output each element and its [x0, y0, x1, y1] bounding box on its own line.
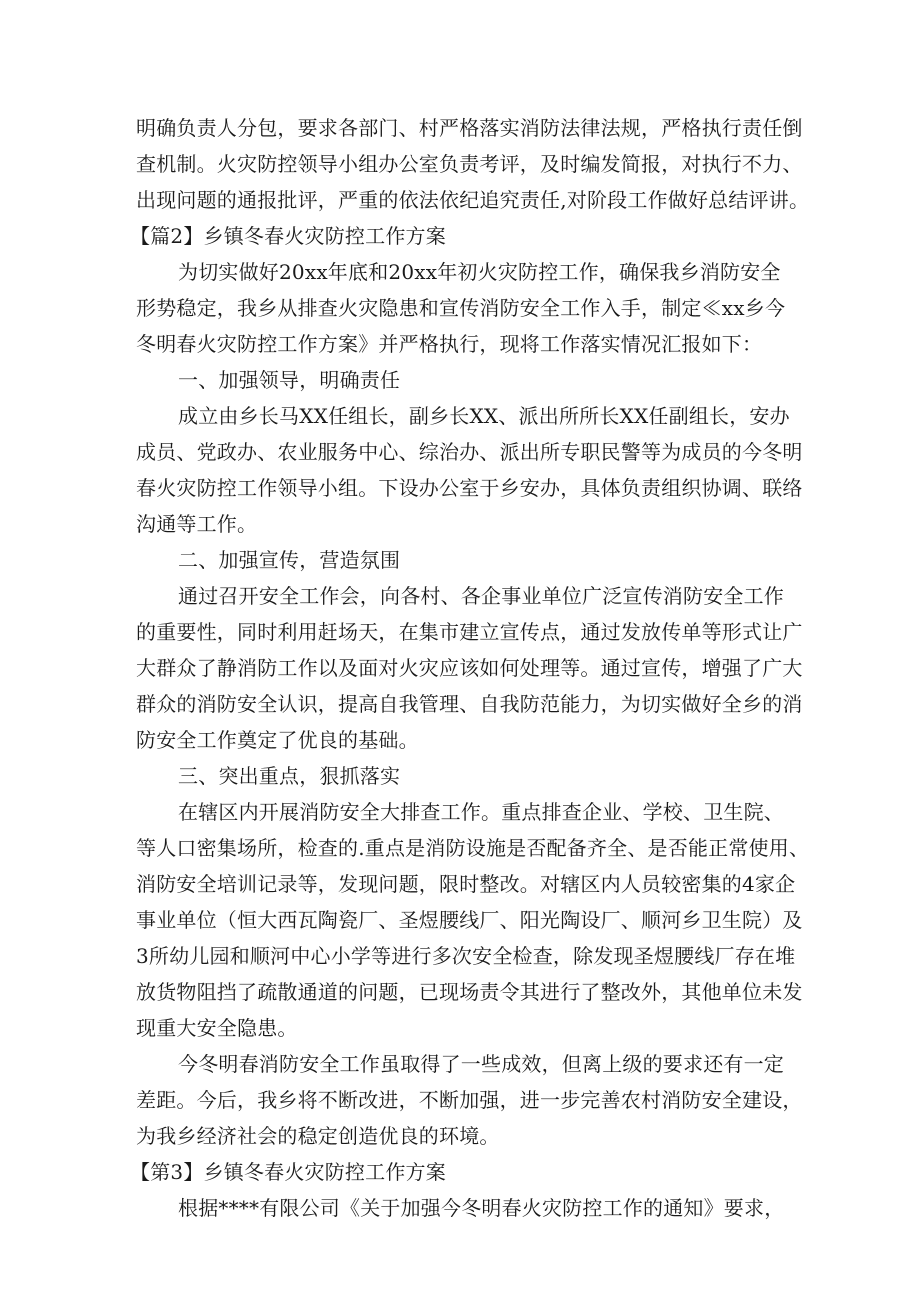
text-line: 查机制。火灾防控领导小组办公室负责考评，及时编发简报，对执行不力、 — [136, 152, 803, 176]
subheading: 三、突出重点，狠抓落实 — [178, 764, 401, 788]
text-line: 通过召开安全工作会，向各村、各企事业单位广泛宣传消防安全工作 — [178, 584, 784, 608]
text-line: 3所幼儿园和顺河中心小学等进行多次安全检查，除发现圣煜腰线厂存在堆 — [136, 944, 796, 968]
text-line: 防安全工作奠定了优良的基础。 — [136, 728, 419, 752]
section-heading: 【第3】乡镇冬春火灾防控工作方案 — [130, 1160, 446, 1184]
subheading: 一、加强领导，明确责任 — [178, 368, 401, 392]
text-line: 事业单位（恒大西瓦陶瓷厂、圣煜腰线厂、阳光陶设厂、顺河乡卫生院）及 — [136, 908, 803, 932]
text-line: 放货物阻挡了疏散通道的问题，已现场责令其进行了整改外，其他单位未发 — [136, 980, 803, 1004]
text-line: 在辖区内开展消防安全大排查工作。重点排查企业、学校、卫生院、 — [178, 800, 784, 824]
text-line: 差距。今后，我乡将不断改进，不断加强，进一步完善农村消防安全建设， — [136, 1088, 803, 1112]
text-line: 形势稳定，我乡从排查火灾隐患和宣传消防安全工作入手，制定≪xx乡今 — [136, 296, 786, 320]
text-line: 成员、党政办、农业服务中心、综治办、派出所专职民警等为成员的今冬明 — [136, 440, 803, 464]
text-line: 消防安全培训记录等，发现问题，限时整改。对辖区内人员较密集的4家企 — [136, 872, 796, 896]
text-line: 出现问题的通报批评，严重的依法依纪追究责任,对阶段工作做好总结评讲。 — [136, 188, 810, 212]
text-line: 群众的消防安全认识，提高自我管理、自我防范能力，为切实做好全乡的消 — [136, 692, 803, 716]
section-heading: 【篇2】乡镇冬春火灾防控工作方案 — [130, 224, 446, 248]
text-line: 现重大安全隐患。 — [136, 1016, 298, 1040]
subheading: 二、加强宣传，营造氛围 — [178, 548, 401, 572]
text-line: 大群众了静消防工作以及面对火灾应该如何处理等。通过宣传，增强了广大 — [136, 656, 803, 680]
text-line: 为切实做好20xx年底和20xx年初火灾防控工作，确保我乡消防安全 — [178, 260, 781, 284]
text-line: 明确负责人分包，要求各部门、村严格落实消防法律法规，严格执行责任倒 — [136, 116, 803, 140]
text-line: 为我乡经济社会的稳定创造优良的环境。 — [136, 1124, 500, 1148]
text-line: 春火灾防控工作领导小组。下设办公室于乡安办，具体负责组织协调、联络 — [136, 476, 803, 500]
text-line: 根据****有限公司《关于加强今冬明春火灾防控工作的通知》要求， — [178, 1196, 785, 1220]
text-line: 成立由乡长马XX任组长，副乡长XX、派出所所长XX任副组长，安办 — [178, 404, 790, 428]
text-line: 的重要性，同时利用赶场天，在集市建立宣传点，通过发放传单等形式让广 — [136, 620, 803, 644]
text-line: 冬明春火灾防控工作方案》并严格执行，现将工作落实情况汇报如下： — [136, 332, 763, 356]
text-line: 等人口密集场所，检查的.重点是消防设施是否配备齐全、是否能正常使用、 — [136, 836, 810, 860]
text-line: 今冬明春消防安全工作虽取得了一些成效，但离上级的要求还有一定 — [178, 1052, 784, 1076]
text-line: 沟通等工作。 — [136, 512, 258, 536]
